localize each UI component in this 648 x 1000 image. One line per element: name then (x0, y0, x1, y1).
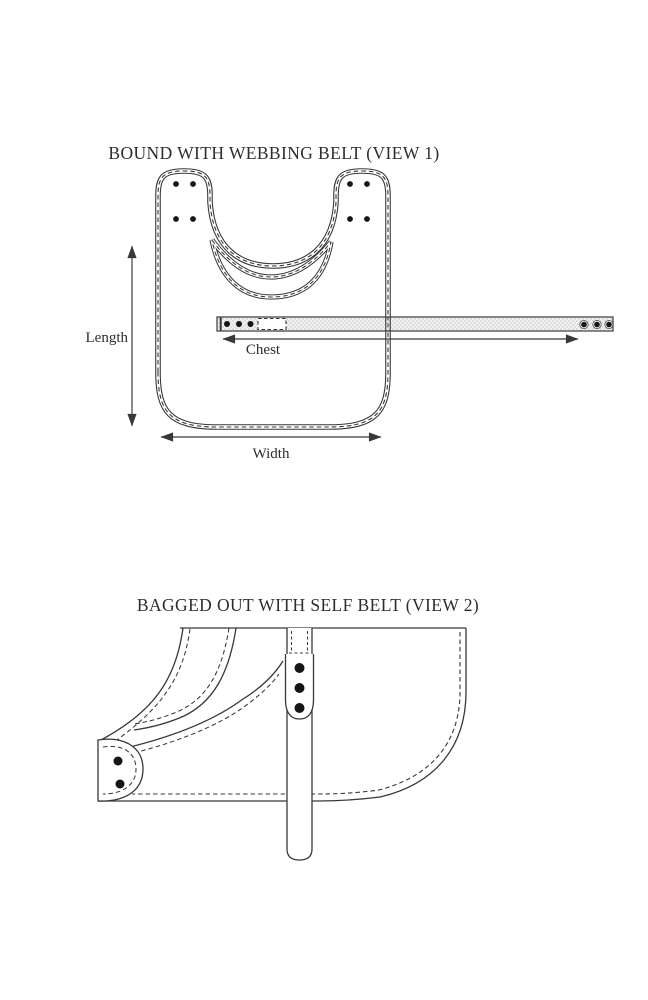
snap-dot-icon (248, 321, 254, 327)
snap-dot-icon (190, 181, 196, 187)
view2-coat-body (98, 628, 466, 801)
belt-attachment-stitching (258, 319, 286, 330)
snap-dot-icon (364, 216, 370, 222)
snap-dot-icon (190, 216, 196, 222)
view1-title: BOUND WITH WEBBING BELT (VIEW 1) (108, 143, 440, 163)
snap-dot-icon (116, 780, 125, 789)
chest-label: Chest (245, 342, 281, 358)
view2-chest-tab (98, 739, 143, 801)
length-label: Length (85, 330, 128, 346)
snap-dot-icon (295, 703, 305, 713)
snap-dot-icon (606, 322, 612, 328)
snap-dot-icon (581, 322, 587, 328)
chest-seam (108, 661, 283, 752)
snap-dot-icon (224, 321, 230, 327)
view2-title: BAGGED OUT WITH SELF BELT (VIEW 2) (136, 595, 480, 615)
snap-dot-icon (173, 181, 179, 187)
snap-dot-icon (594, 322, 600, 328)
snap-dot-icon (173, 216, 179, 222)
snap-dot-icon (347, 181, 353, 187)
snap-dot-icon (364, 181, 370, 187)
snap-dot-icon (295, 683, 305, 693)
belt-left-snap-dots (224, 321, 254, 327)
view1-webbing-belt (217, 316, 613, 331)
neck-curve-front (101, 628, 183, 740)
neck-curve-back (134, 628, 236, 730)
width-label: Width (252, 446, 290, 462)
neck-curve-back-stitching (134, 628, 229, 724)
snap-dot-icon (295, 663, 305, 673)
snap-dot-icon (236, 321, 242, 327)
tail-edge (98, 628, 466, 801)
view2-self-belt (286, 628, 314, 860)
view2-diagram (98, 595, 479, 860)
snap-dot-icon (347, 216, 353, 222)
view1-diagram (86, 143, 614, 462)
snap-dot-icon (114, 757, 123, 766)
